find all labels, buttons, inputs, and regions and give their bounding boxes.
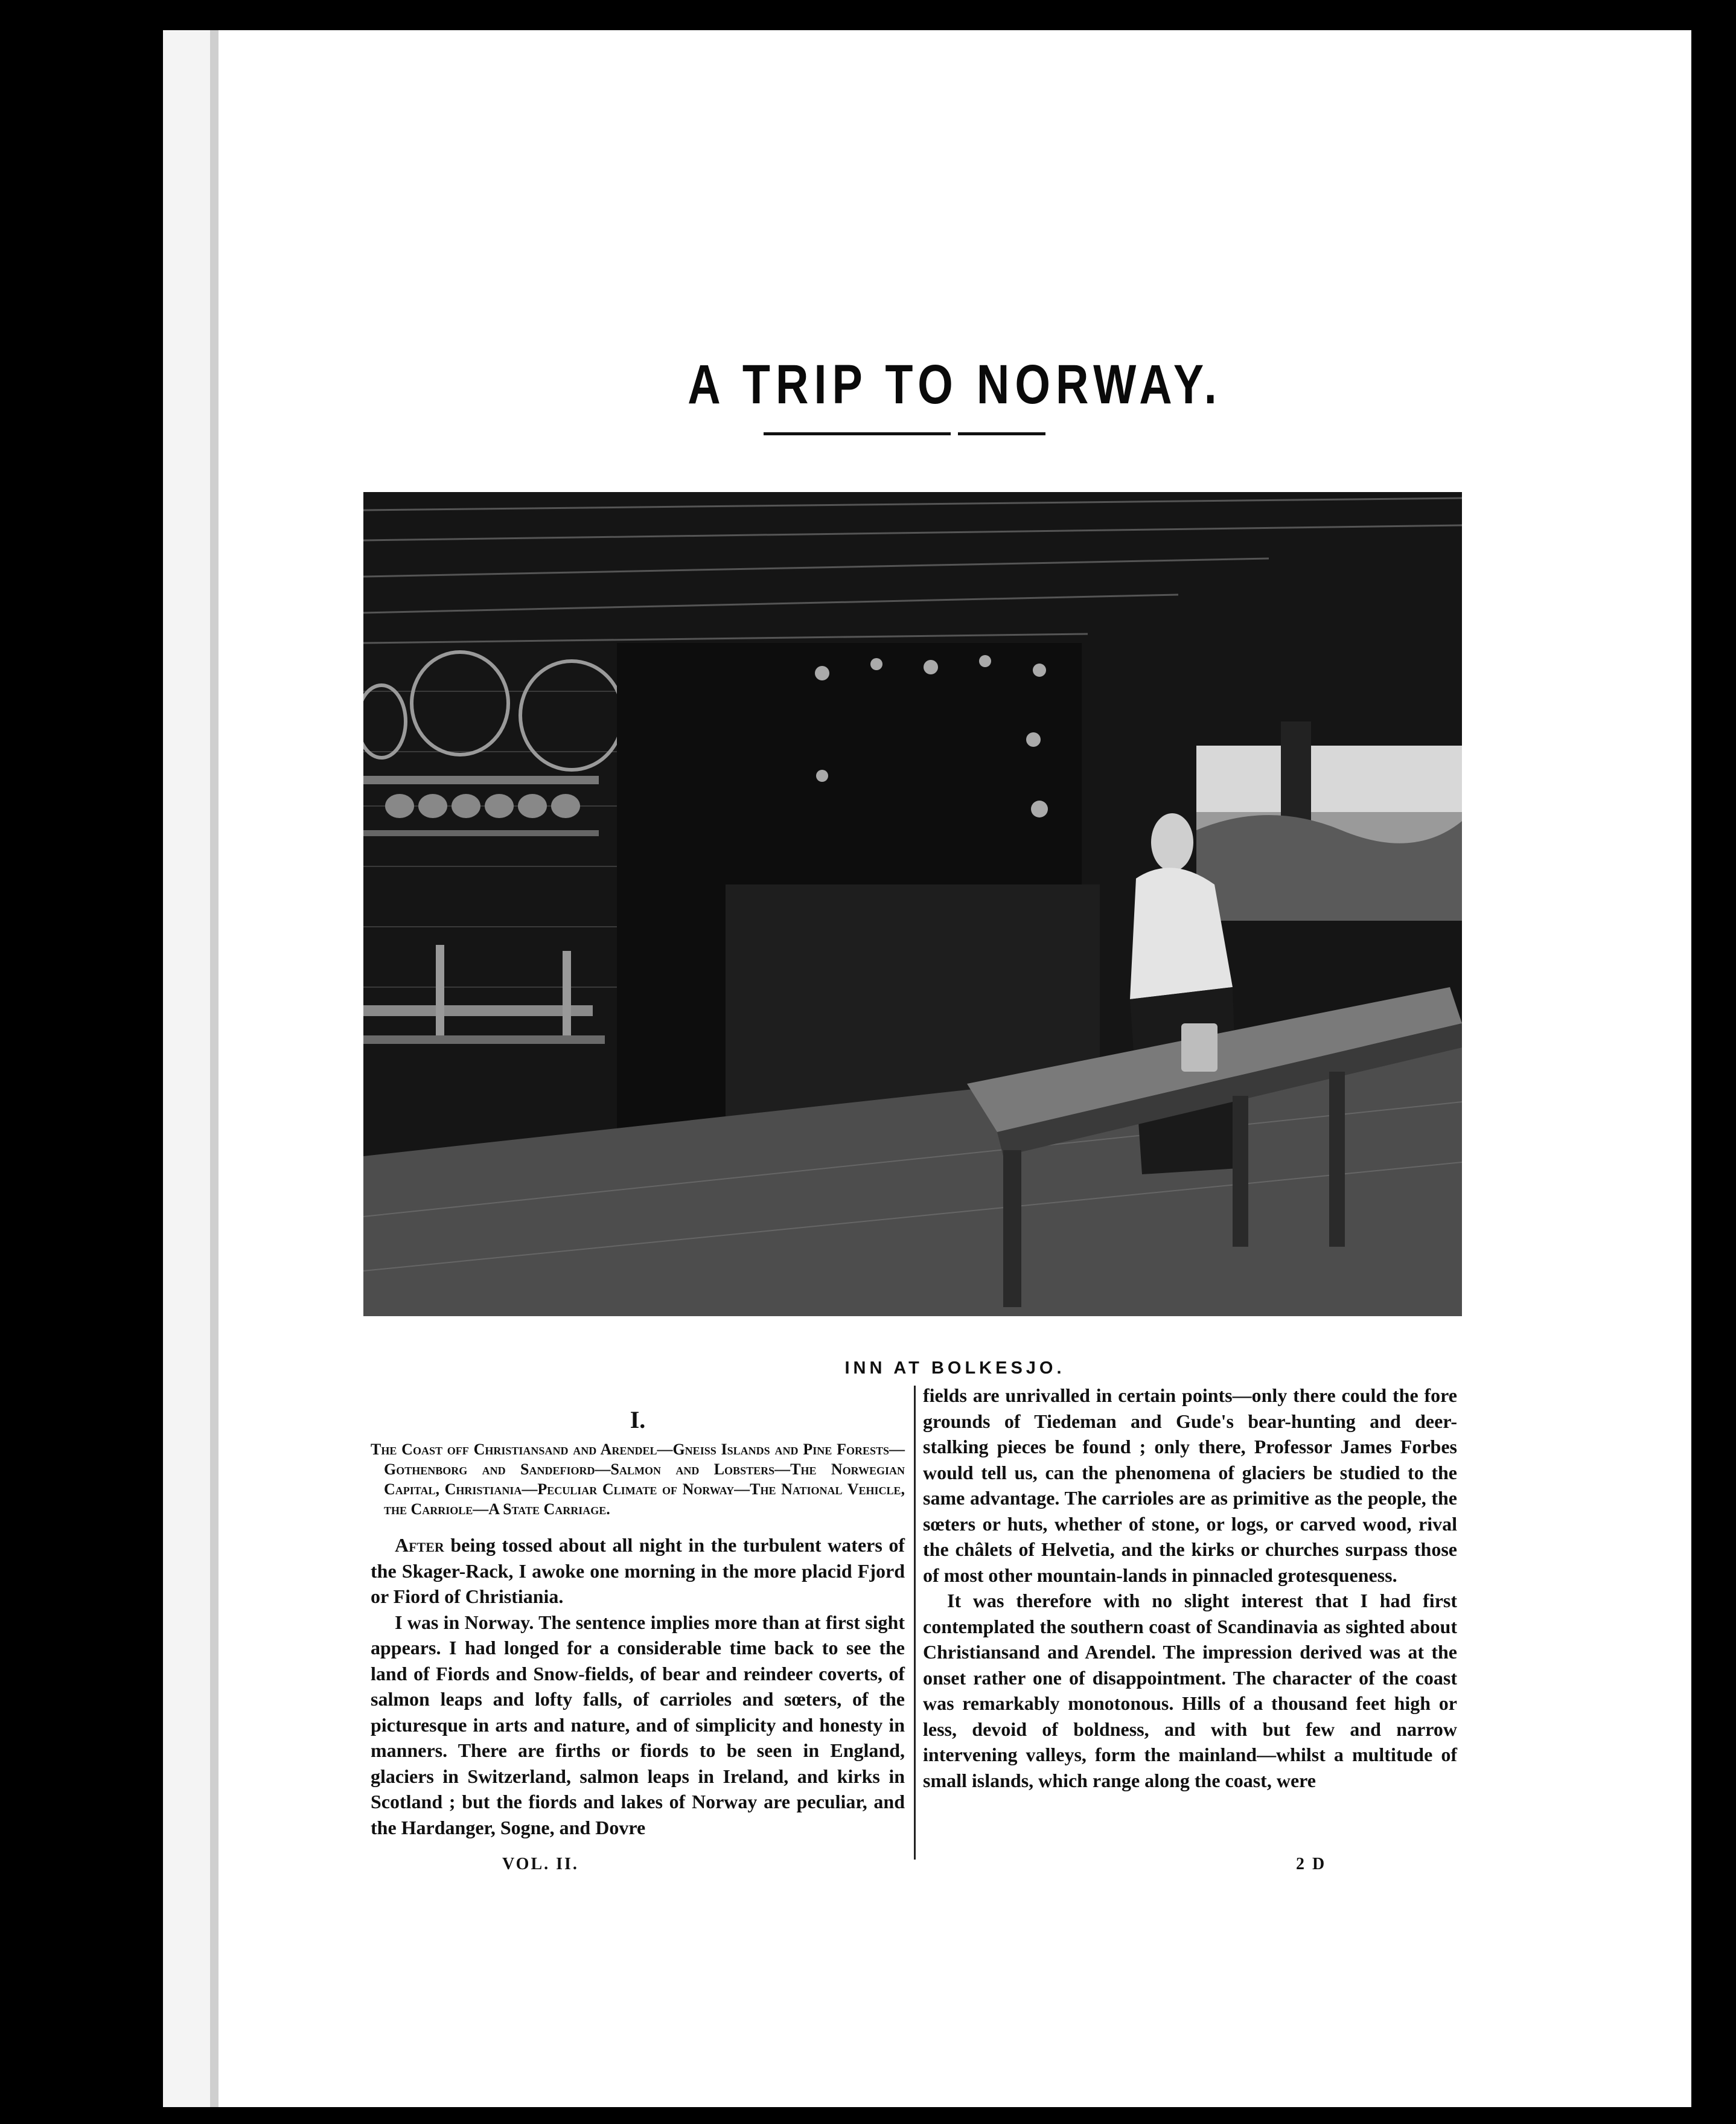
paragraph: fields are unrivalled in certain points—only there could the fore grounds of Tiedeman and Gude's bear-hunting and deer-stalking pieces be found ; only there, Professor James Forbes would tell us, can the phenomena of glaciers be studied to the same advantage. The carrioles are as primitive as the people, the sœters or huts, whether of stone, or logs, or carved wood, rival the châlets of Helvetia, and the kirks or churches surpass those of most other mountain-lands in pinnacled grotesqueness. — [923, 1384, 1457, 1586]
title-rule — [764, 432, 951, 435]
document-page — [219, 30, 1691, 2107]
right-column — [923, 1383, 1457, 1793]
paragraph — [371, 1610, 905, 1841]
lead-word: After — [395, 1534, 444, 1556]
column-divider — [914, 1386, 916, 1860]
paragraph-text: I was in Norway. The sentence implies more than at first sight appears. I had longed for a considerable time back to see the land of Fiords and Snow-fields, of bear and reindeer coverts, of salmon leaps and lofty falls, of carrioles and sœters, of the picturesque in arts and nature, and of simplicity and honesty in manners. There are firths or fiords to be seen in England, glaciers in Switzerland, salmon leaps in Ireland, and kirks in Scotland ; but the fiords and lakes of Norway are peculiar, and the Hardanger, Sogne, and Dovre — [371, 1611, 905, 1838]
signature-mark: 2 D — [1296, 1855, 1327, 1873]
paragraph: It was therefore with no slight interest that I had first contemplated the southern coast of Scandinavia as sighted about Christiansand and Arendel. The impression derived was at the onset rather one of disappointment. The character of the coast was remarkably monotonous. Hills of a thousand feet high or less, devoid of boldness, and with but few and narrow intervening valleys, form the mainland—whilst a multitude of small islands, which range along the coast, were — [923, 1590, 1457, 1791]
illustration-caption: INN AT BOLKESJO. — [844, 1358, 1065, 1378]
paragraph-text: being tossed about all night in the turbulent waters of the Skager-Rack, I awoke one morning in the more placid Fjord or Fiord of Christiania. — [371, 1534, 905, 1607]
article-title: A TRIP TO NORWAY. — [688, 354, 1222, 415]
engraving-inn-interior — [363, 492, 1462, 1316]
paragraph — [371, 1532, 905, 1610]
chapter-summary: The Coast off Christiansand and Arendel—Gneiss Islands and Pine Forests—Gothenborg and Sandefiord—Salmon and Lobsters—The Norwegian Capital, Christiania—Peculiar Climate of Norway—The National Vehicle, the Carriole—A State Carriage. — [371, 1441, 905, 1518]
title-rule-short — [958, 432, 1045, 435]
volume-mark: VOL. II. — [502, 1855, 579, 1873]
spine-shadow — [210, 30, 219, 2107]
section-numeral: I. — [630, 1406, 646, 1433]
left-column — [371, 1406, 905, 1840]
